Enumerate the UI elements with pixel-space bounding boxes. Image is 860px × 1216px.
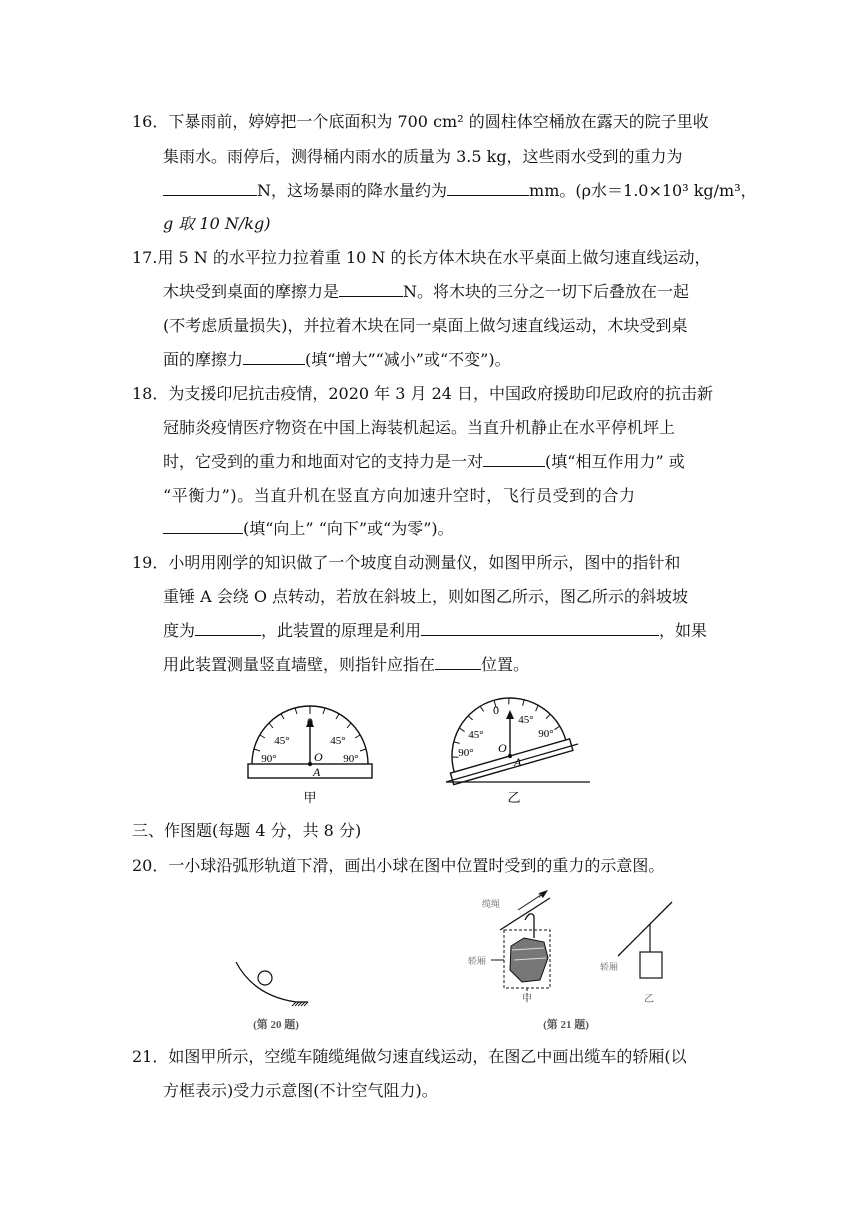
slope-meter-figure-a [240, 690, 380, 810]
q17-line4 [163, 349, 511, 371]
q17-line2 [163, 281, 689, 303]
rope-label: 缆绳 [482, 899, 501, 909]
q16-line3 [163, 180, 757, 202]
answer-blank[interactable] [243, 349, 305, 365]
cabin-box-b [640, 952, 662, 978]
q18-line3 [163, 451, 685, 473]
figure-caption-20: (第 20 题) [253, 1019, 299, 1031]
q19-line1: 19．小明用刚学的知识做了一个坡度自动测量仪，如图甲所示，图中的指针和 [132, 553, 681, 572]
q18-line1: 18．为支援印尼抗击疫情，2020 年 3 月 24 日，中国政府援助印尼政府的抗击新 [132, 384, 714, 403]
pivot-point [508, 754, 512, 758]
cabin-label-b: 轿厢 [600, 962, 619, 972]
q19-line2: 重锤 A 会绕 O 点转动，若放在斜坡上，则如图乙所示，图乙所示的斜坡坡 [163, 587, 689, 606]
q16-line1: 16．下暴雨前，婷婷把一个底面积为 700 cm² 的圆柱体空桶放在露天的院子里收 [132, 112, 709, 131]
answer-blank[interactable] [483, 451, 545, 467]
q18-line3-text-a: 时，它受到的重力和地面对它的支持力是一对 [163, 452, 484, 471]
section-3-heading: 三、作图题(每题 4 分，共 8 分) [132, 821, 362, 840]
figure-caption-a: 甲 [303, 790, 317, 805]
q19-line4-text-b: 位置。 [481, 655, 530, 674]
point-o-label: O [314, 750, 323, 764]
q18-line3-text-b: (填“相互作用力” 或 [545, 452, 685, 471]
q17-line4-text-b: (填“增大”“减小”或“不变”)。 [305, 350, 511, 369]
tick-label-45-right: 45° [330, 735, 346, 747]
hanger-arm [525, 914, 534, 938]
q16-line3-text-b: mm。(ρ水＝1.0×10³ kg/m³， [529, 181, 757, 200]
q17-line2-text-a: 木块受到桌面的摩擦力是 [163, 282, 340, 301]
tick-label-90-right: 90° [343, 753, 359, 765]
answer-blank[interactable] [421, 620, 659, 636]
q19-line3-text-a: 度为 [163, 621, 196, 640]
tick-label-90-right: 90° [538, 728, 554, 740]
tick-label-45-left: 45° [274, 735, 290, 747]
q17-line4-text-a: 面的摩擦力 [163, 350, 244, 369]
pointer-arrow-icon [506, 710, 514, 719]
q16-line3-text-a: N，这场暴雨的降水量约为 [257, 181, 448, 200]
q21-line2: 方框表示)受力示意图(不计空气阻力)。 [163, 1081, 438, 1100]
q18-line5 [163, 518, 454, 540]
q19-line3-text-c: ，如果 [659, 621, 708, 640]
weight-a-label: A [313, 765, 321, 779]
q16-line2: 集雨水。雨停后，测得桶内雨水的质量为 3.5 kg，这些雨水受到的重力为 [163, 147, 683, 166]
tick-label-90-left: 90° [458, 747, 474, 759]
tick-label-0: 0 [307, 715, 313, 729]
q19-line3 [163, 620, 707, 642]
base-plate [450, 739, 573, 785]
q18-line2: 冠肺炎疫情医疗物资在中国上海装机起运。当直升机静止在水平停机坪上 [163, 418, 676, 437]
figure-caption-b: 乙 [507, 790, 521, 805]
answer-blank[interactable] [447, 180, 529, 196]
q18-line5-text: (填“向上” “向下”或“为零”)。 [243, 519, 454, 538]
pivot-point [308, 762, 312, 766]
answer-blank[interactable] [435, 654, 481, 670]
cable-rope [500, 898, 550, 930]
point-o-label: O [498, 741, 507, 755]
q21-line1: 21．如图甲所示，空缆车随缆绳做匀速直线运动，在图乙中画出缆车的轿厢(以 [132, 1047, 687, 1066]
q18-line4: “平衡力”)。当直升机在竖直方向加速升空时，飞行员受到的合力 [163, 486, 636, 505]
tick-label-90-left: 90° [261, 753, 277, 765]
ball [258, 971, 272, 985]
q16-line4: g 取 10 N/kg) [163, 214, 271, 233]
q17-line3: (不考虑质量损失)，并拉着木块在同一桌面上做匀速直线运动，木块受到桌 [163, 316, 688, 335]
arc-track [236, 962, 296, 1002]
q19-line4-text-a: 用此装置测量竖直墙壁，则指针应指在 [163, 655, 436, 674]
cable-rope-b [618, 902, 672, 956]
q19-line4 [163, 654, 529, 676]
tick-label-0: 0 [493, 703, 499, 717]
figure-caption-21a: 甲 [522, 994, 532, 1005]
weight-a-label: A [514, 755, 522, 769]
cable-car-figure [468, 886, 688, 1036]
answer-blank[interactable] [339, 281, 403, 297]
figure-caption-21: (第 21 题) [543, 1019, 589, 1031]
cabin-label: 轿厢 [468, 956, 487, 966]
tick-label-45-right: 45° [518, 714, 534, 726]
arc-track-figure [226, 950, 326, 1040]
q19-line3-text-b: ，此装置的原理是利用 [261, 621, 422, 640]
tick-label-45-left: 45° [468, 729, 484, 741]
velocity-label: v [538, 890, 542, 900]
answer-blank[interactable] [195, 620, 261, 636]
slope-meter-figure-b [440, 684, 595, 810]
q17-line2-text-b: N。将木块的三分之一切下后叠放在一起 [403, 282, 690, 301]
answer-blank[interactable] [163, 518, 243, 534]
answer-blank[interactable] [163, 180, 257, 196]
figure-caption-21b: 乙 [644, 994, 654, 1005]
q17-line1: 17.用 5 N 的水平拉力拉着重 10 N 的长方体木块在水平桌面上做匀速直线运动， [132, 248, 711, 267]
q20-line1: 20．一小球沿弧形轨道下滑，画出小球在图中位置时受到的重力的示意图。 [132, 856, 665, 875]
